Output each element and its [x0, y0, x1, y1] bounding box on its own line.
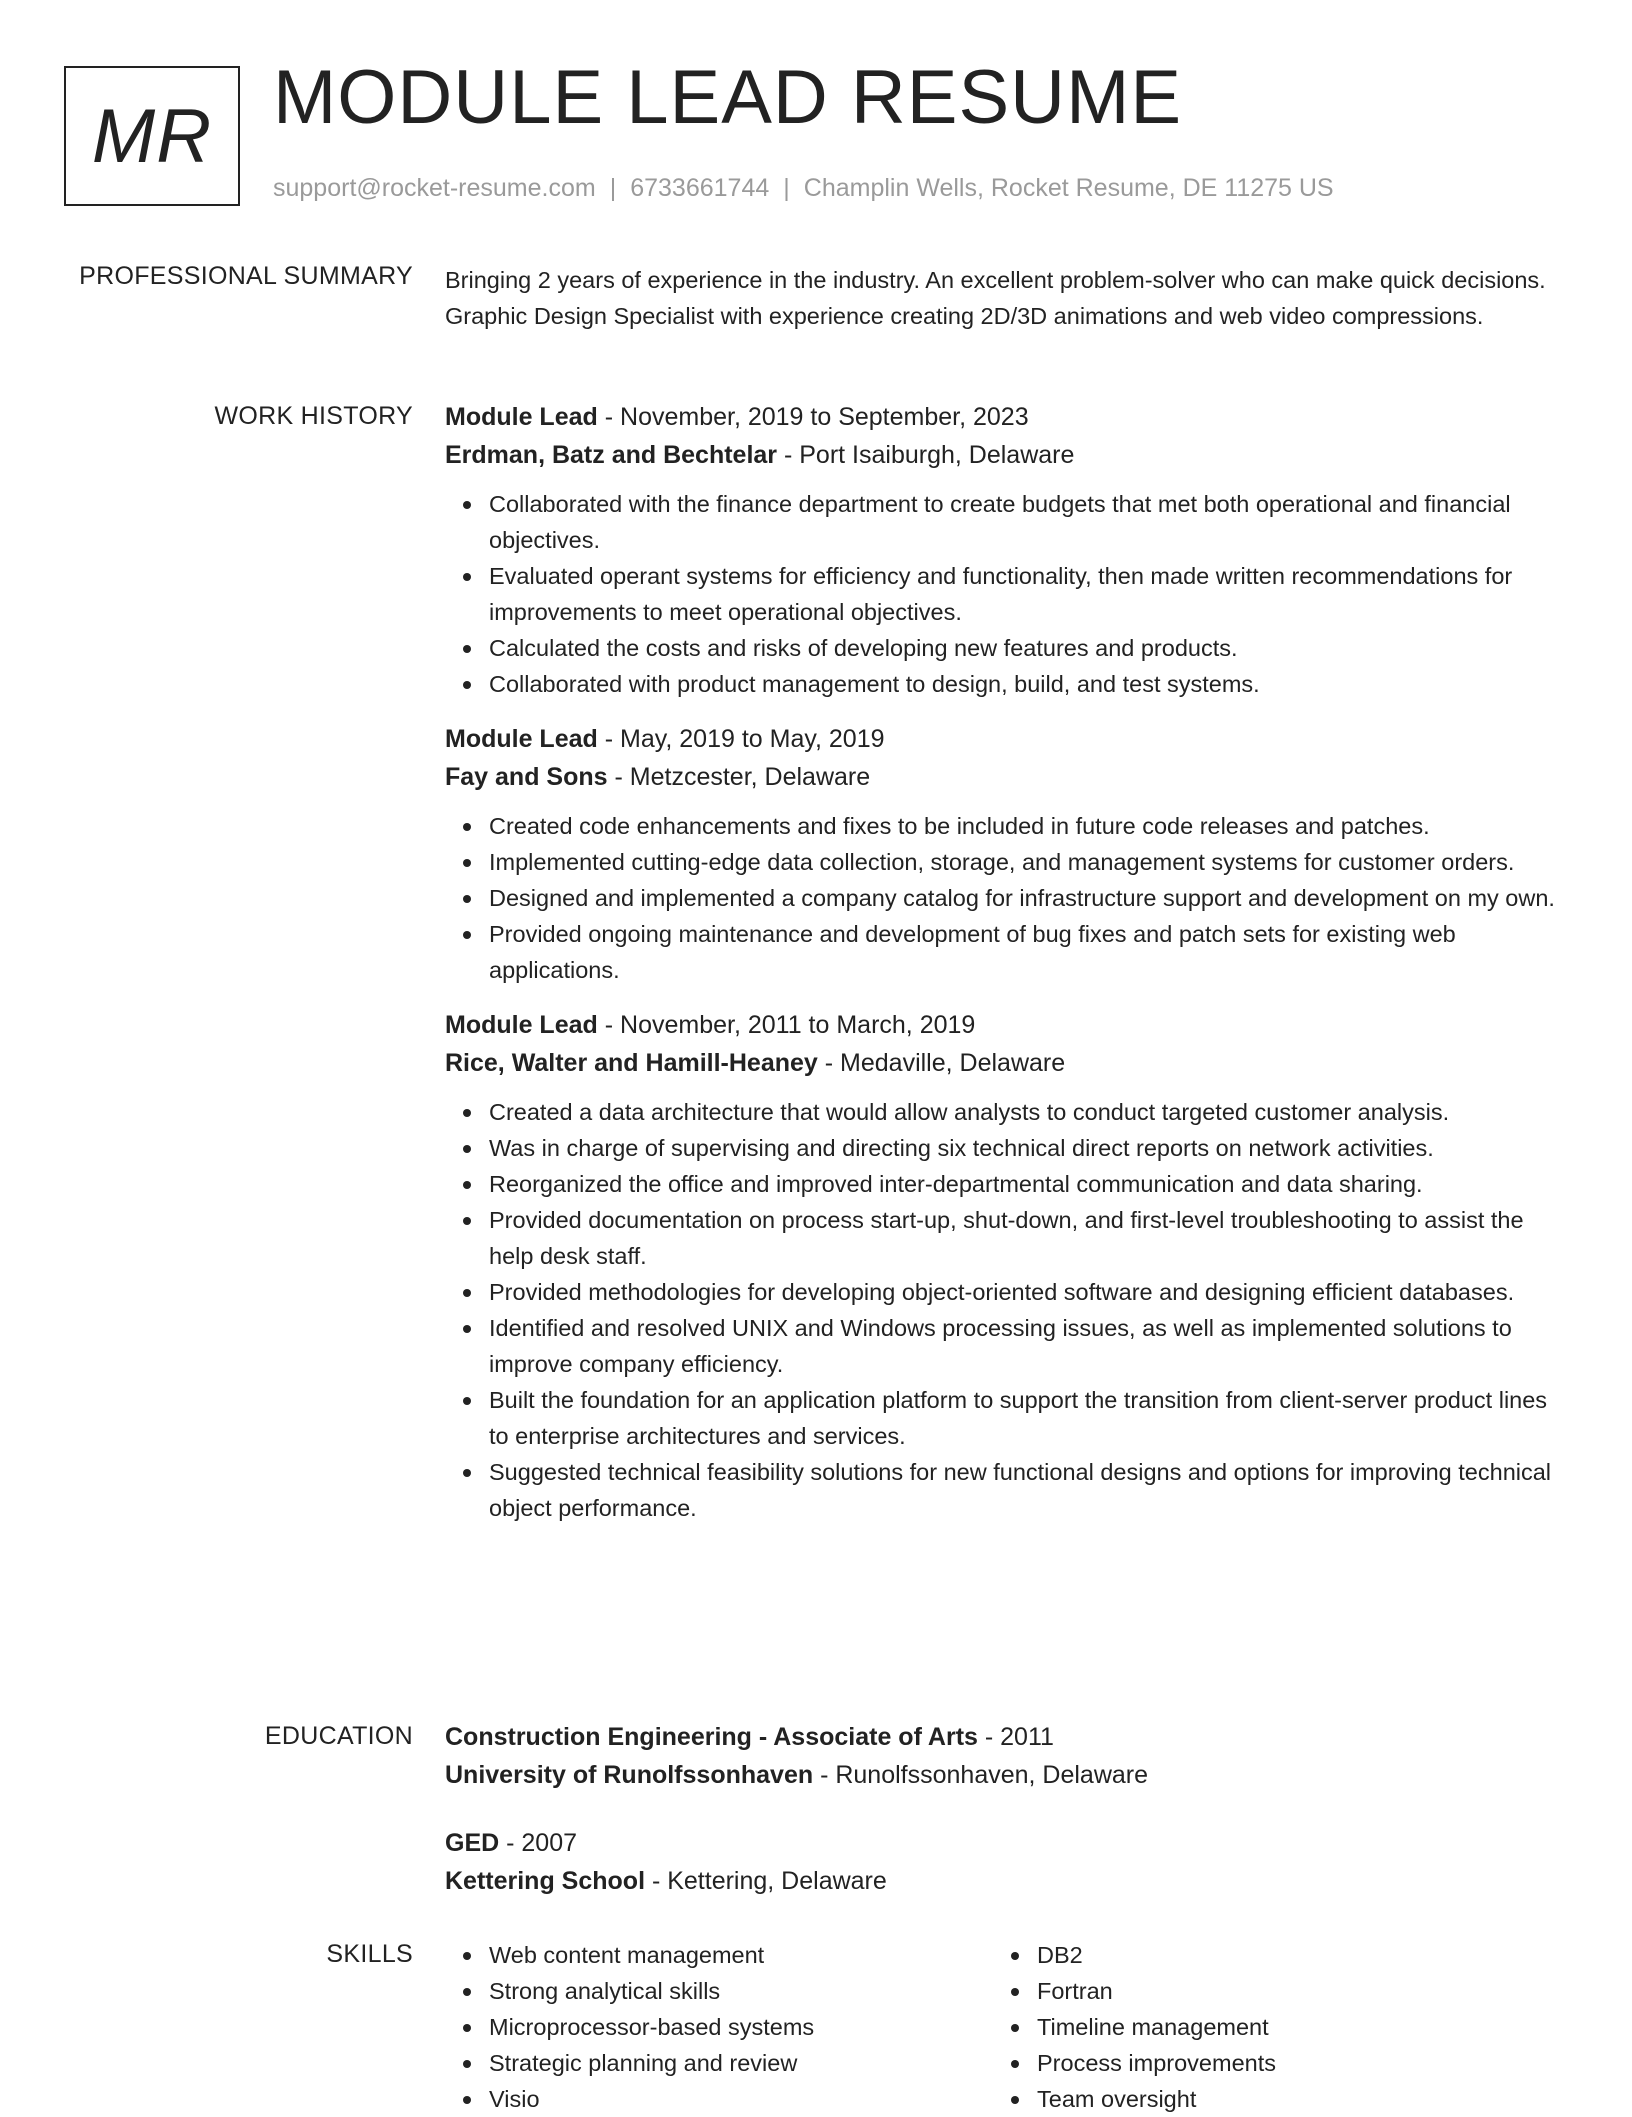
job-entry: [445, 398, 1560, 702]
summary-heading: PROFESSIONAL SUMMARY: [79, 262, 413, 290]
resume-title: MODULE LEAD RESUME: [273, 55, 1183, 140]
education-location: - Kettering, Delaware: [645, 1867, 887, 1895]
job-title-line: [445, 398, 1560, 436]
job-bullet: Identified and resolved UNIX and Windows processing issues, as well as implemented solutions to improve company efficiency.: [489, 1310, 1560, 1382]
job-dates: - November, 2011 to March, 2019: [597, 1011, 976, 1039]
skill-item: Web content management: [489, 1937, 993, 1973]
education-entry: [445, 1824, 1560, 1900]
job-bullet: Created code enhancements and fixes to be included in future code releases and patches.: [489, 808, 1560, 844]
jobs-list: [445, 398, 1560, 1544]
contact-email: support@rocket-resume.com: [273, 174, 596, 202]
education-school-line: [445, 1862, 1560, 1900]
skills-list-right: [993, 1937, 1541, 2117]
job-company-line: [445, 758, 1560, 796]
skill-item: Visio: [489, 2081, 993, 2117]
job-bullet: Built the foundation for an application platform to support the transition from client-server product lines to enterprise architectures and services.: [489, 1382, 1560, 1454]
job-bullet: Calculated the costs and risks of developing new features and products.: [489, 630, 1560, 666]
job-bullets: [445, 1094, 1560, 1526]
job-bullet: Collaborated with product management to design, build, and test systems.: [489, 666, 1560, 702]
job-company: Erdman, Batz and Bechtelar: [445, 441, 778, 469]
skill-item: DB2: [1037, 1937, 1541, 1973]
job-location: - Port Isaiburgh, Delaware: [777, 441, 1075, 469]
education-degree: GED: [445, 1829, 500, 1857]
job-bullet: Was in charge of supervising and directing six technical direct reports on network activities.: [489, 1130, 1560, 1166]
job-bullet: Provided documentation on process start-up, shut-down, and first-level troubleshooting to assist the help desk staff.: [489, 1202, 1560, 1274]
skill-item: Microprocessor-based systems: [489, 2009, 993, 2045]
skill-item: Strong analytical skills: [489, 1973, 993, 2009]
job-bullet: Designed and implemented a company catalog for infrastructure support and development on my own.: [489, 880, 1560, 916]
job-title: Module Lead: [445, 1011, 598, 1039]
job-company-line: [445, 436, 1560, 474]
education-school-line: [445, 1756, 1560, 1794]
education-degree: Construction Engineering - Associate of Arts: [445, 1723, 978, 1751]
summary-text: Bringing 2 years of experience in the industry. An excellent problem-solver who can make quick decisions. Graphic Design Specialist with experience creating 2D/3D animations and web video compressions.: [445, 267, 1546, 329]
job-company-line: [445, 1044, 1560, 1082]
job-title-line: [445, 720, 1560, 758]
education-entry: [445, 1718, 1560, 1794]
job-location: - Medaville, Delaware: [817, 1049, 1066, 1077]
contact-line: [273, 174, 1334, 203]
contact-address: Champlin Wells, Rocket Resume, DE 11275 US: [803, 174, 1334, 202]
job-bullet: Suggested technical feasibility solutions for new functional designs and options for improving technical object performance.: [489, 1454, 1560, 1526]
job-dates: - November, 2019 to September, 2023: [597, 403, 1029, 431]
education-school: Kettering School: [445, 1867, 646, 1895]
job-bullets: [445, 486, 1560, 702]
job-title-line: [445, 1006, 1560, 1044]
job-bullet: Evaluated operant systems for efficiency and functionality, then made written recommendations for improvements to meet operational objectives.: [489, 558, 1560, 630]
job-company: Rice, Walter and Hamill-Heaney: [445, 1049, 818, 1077]
job-location: - Metzcester, Delaware: [607, 763, 871, 791]
work-history-heading: WORK HISTORY: [214, 402, 413, 430]
education-heading: EDUCATION: [264, 1722, 413, 1750]
job-bullet: Provided methodologies for developing object-oriented software and designing efficient databases.: [489, 1274, 1560, 1310]
skill-item: Team oversight: [1037, 2081, 1541, 2117]
job-entry: [445, 1006, 1560, 1526]
education-degree-line: [445, 1824, 1560, 1862]
education-degree-line: [445, 1718, 1560, 1756]
education-school: University of Runolfssonhaven: [445, 1761, 814, 1789]
job-title: Module Lead: [445, 403, 598, 431]
job-title: Module Lead: [445, 725, 598, 753]
skills-list-left: [445, 1937, 993, 2117]
education-year: - 2007: [499, 1829, 578, 1857]
job-bullet: Created a data architecture that would allow analysts to conduct targeted customer analysis.: [489, 1094, 1560, 1130]
education-list: [445, 1718, 1560, 1930]
skill-item: Process improvements: [1037, 2045, 1541, 2081]
job-entry: [445, 720, 1560, 988]
job-bullet: Implemented cutting-edge data collection, storage, and management systems for customer orders.: [489, 844, 1560, 880]
job-bullets: [445, 808, 1560, 988]
job-bullet: Collaborated with the finance department to create budgets that met both operational and financial objectives.: [489, 486, 1560, 558]
job-bullet: Provided ongoing maintenance and development of bug fixes and patch sets for existing web applications.: [489, 916, 1560, 988]
job-dates: - May, 2019 to May, 2019: [597, 725, 885, 753]
monogram-logo: MR: [64, 66, 240, 206]
skill-item: Timeline management: [1037, 2009, 1541, 2045]
skills-heading: SKILLS: [326, 1940, 413, 1968]
skill-item: Fortran: [1037, 1973, 1541, 2009]
contact-separator: |: [783, 174, 790, 202]
contact-phone: 6733661744: [630, 174, 770, 202]
education-year: - 2011: [977, 1723, 1054, 1751]
skill-item: Strategic planning and review: [489, 2045, 993, 2081]
education-location: - Runolfssonhaven, Delaware: [813, 1761, 1149, 1789]
job-company: Fay and Sons: [445, 763, 608, 791]
contact-separator: |: [609, 174, 617, 202]
job-bullet: Reorganized the office and improved inter-departmental communication and data sharing.: [489, 1166, 1560, 1202]
